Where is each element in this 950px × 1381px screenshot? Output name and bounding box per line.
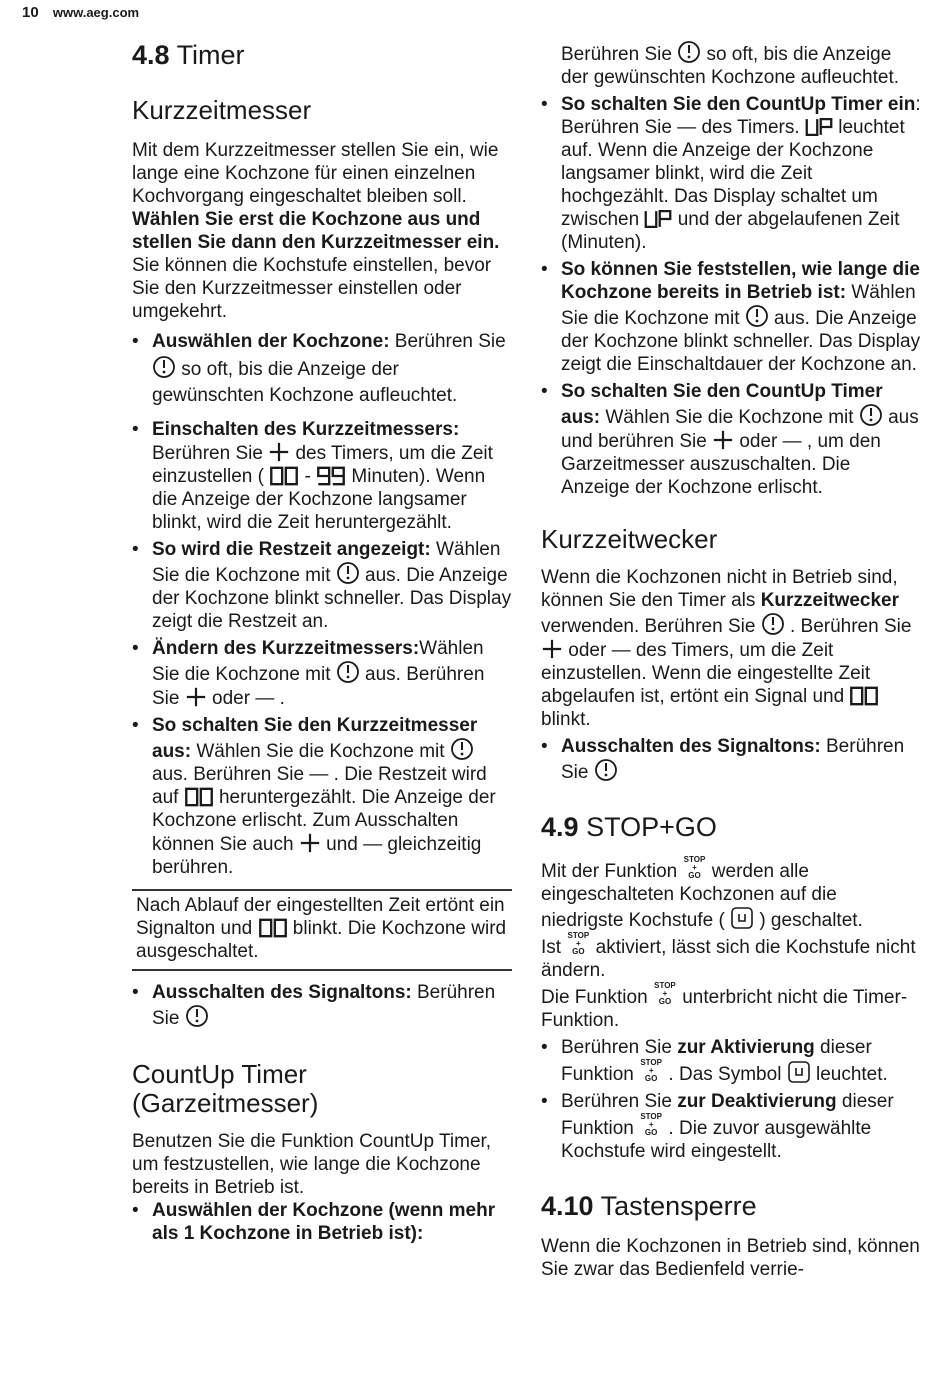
timer-clock-icon: [761, 612, 785, 636]
text: unterbricht nicht die Timer-Funktion.: [541, 987, 908, 1031]
instruction-list: [132, 981, 512, 1030]
text: Minuten). Wenn die Anzeige der Kochzone langsamer blinkt, wird die Zeit heruntergezählt.: [152, 466, 486, 533]
bold-text: Ausschalten des Signaltons:: [561, 736, 821, 757]
list-item: [541, 1036, 921, 1086]
section-title: Timer: [176, 40, 245, 70]
plus-icon: [541, 638, 563, 660]
level-u-icon: [730, 906, 754, 930]
text: blinkt. Die Kochzone wird ausgeschaltet.: [136, 918, 507, 962]
text: oder — .: [206, 688, 285, 709]
display-00-icon: [184, 787, 214, 807]
section-number: 4.8: [132, 40, 170, 70]
stop-text: STOP: [654, 981, 676, 990]
bold-text: So können Sie feststellen, wie lange die Kochzone bereits in Betrieb ist:: [561, 259, 920, 303]
stop-text: GO: [644, 1074, 658, 1083]
stop-text: +: [576, 939, 581, 948]
subheading-kurzzeitwecker: Kurzzeitwecker: [541, 524, 718, 554]
text: Berühren Sie: [561, 1037, 678, 1058]
header-url: www.aeg.com: [52, 5, 140, 20]
bold-text: Auswählen der Kochzone:: [152, 331, 390, 352]
text: Wenn die Kochzonen nicht in Betrieb sind, können Sie den Timer als: [541, 567, 898, 611]
instruction-list: [541, 93, 921, 499]
stop-text: STOP: [640, 1058, 662, 1067]
bold-text: So schalten Sie den CountUp Timer aus:: [561, 381, 883, 428]
timer-clock-icon: [745, 304, 769, 328]
text: verwenden. Berühren Sie: [541, 616, 761, 637]
bold-text: Ändern des Kurzzeitmessers:: [152, 638, 420, 659]
list-item: [541, 380, 921, 499]
section-heading-tastensperre: [541, 1191, 921, 1221]
text: heruntergezählt. Die Anzeige der Kochzone erlischt. Zum Ausschalten können Sie auch: [152, 787, 496, 855]
text: ) geschaltet.: [754, 910, 863, 931]
display-up-icon: [644, 209, 672, 229]
paragraph: Benutzen Sie die Funktion CountUp Timer, um festzustellen, wie lange die Kochzone bereits in Betrieb ist.: [132, 1131, 492, 1198]
bold-text: Einschalten des Kurzzeitmessers:: [152, 419, 460, 440]
timer-clock-icon: [336, 561, 360, 585]
stop-text: +: [648, 1120, 654, 1129]
section-title: Tastensperre: [600, 1191, 757, 1221]
section-number: 4.9: [541, 812, 579, 842]
section-heading-timer: [132, 40, 512, 70]
plus-icon: [712, 429, 734, 451]
paragraph: [541, 40, 921, 89]
text: Wählen Sie die Kochzone mit: [191, 741, 450, 762]
text: . Das Symbol: [663, 1064, 787, 1085]
stop-text: STOP: [683, 855, 706, 864]
paragraph: Sie können die Kochstufe einstellen, bevor Sie den Kurzzeitmesser einstellen oder umgekehrt.: [132, 255, 492, 322]
stop-text: GO: [658, 997, 672, 1006]
text: des Timers, um die Zeit einzustellen (: [152, 443, 493, 487]
text: aus. Berühren Sie — . Die Restzeit wird auf: [152, 764, 487, 808]
plus-icon: [185, 686, 207, 708]
stop-text: GO: [688, 871, 701, 880]
text: Berühren Sie: [389, 331, 506, 352]
paragraph: [541, 856, 921, 932]
text: aktiviert, lässt sich die Kochstufe nicht ändern.: [541, 937, 916, 981]
subheading-countup: CountUp Timer (Garzeitmesser): [132, 1059, 319, 1118]
list-item: [541, 258, 921, 376]
text: . Die zuvor ausgewählte Kochstufe wird eingestellt.: [561, 1118, 872, 1162]
display-up-icon: [805, 117, 833, 137]
list-item: [132, 329, 512, 409]
list-item: [541, 1090, 921, 1163]
stop-text: +: [648, 1066, 654, 1075]
stop-go-icon: [566, 932, 590, 956]
text: aus und berühren Sie: [561, 407, 919, 452]
text: Berühren Sie: [561, 736, 905, 783]
level-u-icon: [787, 1060, 811, 1084]
text: -: [299, 466, 317, 487]
bold-text: So wird die Restzeit angezeigt:: [152, 539, 431, 560]
stop-text: GO: [572, 947, 585, 956]
text: und — gleichzeitig berühren.: [152, 834, 482, 878]
paragraph-bold: [132, 208, 512, 254]
text: Berühren Sie: [561, 44, 678, 65]
bold-text: Auswählen der Kochzone (wenn mehr als 1 Kochzone in Betrieb ist):: [152, 1200, 496, 1244]
bold-text: Wählen Sie erst die Kochzone aus und stellen Sie dann den Kurzzeitmesser ein.: [132, 209, 500, 253]
stop-go-icon: [639, 1059, 663, 1083]
instruction-list: [541, 735, 921, 784]
timer-clock-icon: [336, 660, 360, 684]
subheading-kurzzeitmesser: Kurzzeitmesser: [132, 95, 312, 125]
text: oder — , um den Garzeitmesser auszuschalten. Die Anzeige der Kochzone erlischt.: [561, 431, 881, 498]
section-heading-stopgo: [541, 812, 921, 842]
text: Wählen Sie die Kochzone mit: [152, 539, 501, 586]
display-00-icon: [849, 686, 879, 706]
timer-clock-icon: [594, 758, 618, 782]
text: : Berühren Sie — des Timers.: [561, 94, 921, 138]
stop-text: GO: [644, 1128, 658, 1137]
stop-go-icon: [653, 982, 677, 1006]
display-99-icon: [316, 466, 346, 486]
text: Wählen Sie die Kochzone mit: [561, 282, 916, 329]
text: aus. Berühren Sie: [152, 664, 485, 709]
stop-text: STOP: [640, 1112, 662, 1121]
stop-go-icon: [639, 1113, 663, 1137]
text: leuchtet.: [810, 1064, 888, 1085]
stop-text: +: [662, 989, 668, 998]
bold-text: zur Aktivierung: [677, 1037, 815, 1058]
right-column: [541, 40, 921, 1281]
info-box: [132, 889, 512, 971]
left-column: [132, 40, 512, 1245]
section-title: STOP+GO: [586, 812, 717, 842]
list-item: [132, 1199, 512, 1245]
stop-text: +: [692, 863, 697, 872]
stop-text: STOP: [567, 931, 590, 940]
display-00-icon: [269, 466, 299, 486]
text: dieser Funktion: [561, 1091, 894, 1139]
text: Mit der Funktion: [541, 861, 683, 882]
bold-text: zur Deaktivierung: [677, 1091, 837, 1112]
list-item: [541, 735, 921, 784]
page-number: 10: [22, 4, 39, 21]
text: dieser Funktion: [561, 1037, 872, 1085]
list-item: [132, 981, 512, 1030]
list-item: [132, 714, 512, 879]
text: Berühren Sie: [561, 1091, 678, 1112]
instruction-list: [541, 1036, 921, 1163]
paragraph: Mit dem Kurzzeitmesser stellen Sie ein, wie lange eine Kochzone für einen einzelnen Kochvorgang eingeschaltet bleiben soll.: [132, 140, 499, 207]
bold-text: So schalten Sie den CountUp Timer ein: [561, 94, 916, 115]
bold-text: Ausschalten des Signaltons:: [152, 982, 412, 1003]
list-item: [132, 637, 512, 710]
list-item: [132, 418, 512, 534]
paragraph: Wenn die Kochzonen in Betrieb sind, können Sie zwar das Bedienfeld verrie-: [541, 1236, 920, 1280]
stop-go-icon: [683, 856, 707, 880]
text: . Berühren Sie: [784, 616, 912, 637]
text: so oft, bis die Anzeige der gewünschten Kochzone aufleuchtet.: [152, 359, 458, 406]
plus-icon: [299, 832, 321, 854]
timer-clock-icon: [450, 737, 474, 761]
bold-text: So schalten Sie den Kurzzeitmesser aus:: [152, 715, 478, 762]
text: werden alle eingeschalteten Kochzonen auf die niedrigste Kochstufe (: [541, 861, 837, 931]
plus-icon: [268, 441, 290, 463]
list-item: [132, 538, 512, 633]
text: Wählen Sie die Kochzone mit: [600, 407, 859, 428]
text: Berühren Sie: [152, 443, 269, 464]
timer-clock-icon: [859, 403, 883, 427]
bold-text: Kurzzeitwecker: [760, 590, 900, 611]
text: leuchtet auf. Wenn die Anzeige der Kochzone langsamer blinkt, wird die Zeit hochgezählt. Das Display schaltet um zwischen: [561, 117, 905, 230]
timer-clock-icon: [152, 355, 176, 379]
list-item: [541, 93, 921, 254]
page-header: [22, 4, 139, 21]
text: aus. Die Anzeige der Kochzone blinkt schneller. Das Display zeigt die Restzeit an.: [152, 565, 512, 632]
text: Nach Ablauf der eingestellten Zeit ertönt ein Signalton und: [136, 895, 505, 939]
text: Wählen Sie die Kochzone mit: [152, 638, 484, 685]
paragraph: [541, 982, 921, 1032]
timer-clock-icon: [677, 40, 701, 64]
display-00-icon: [258, 918, 288, 938]
text: aus. Die Anzeige der Kochzone blinkt schneller. Das Display zeigt die Einschaltdauer der Kochzone an.: [561, 308, 921, 375]
instruction-list: [132, 329, 512, 879]
timer-clock-icon: [185, 1004, 209, 1028]
text: Berühren Sie: [152, 982, 496, 1029]
paragraph: [541, 566, 921, 731]
text: so oft, bis die Anzeige der gewünschten Kochzone aufleuchtet.: [561, 44, 900, 88]
text: und der abgelaufenen Zeit (Minuten).: [561, 209, 900, 253]
section-number: 4.10: [541, 1191, 594, 1221]
text: Die Funktion: [541, 987, 653, 1008]
text: oder — des Timers, um die Zeit einzustellen. Wenn die eingestellte Zeit abgelaufen ist, ertönt ein Signal und: [541, 640, 871, 707]
text: Ist: [541, 937, 567, 958]
instruction-list: [132, 1199, 512, 1245]
paragraph: [541, 932, 921, 982]
text: blinkt.: [541, 709, 591, 730]
